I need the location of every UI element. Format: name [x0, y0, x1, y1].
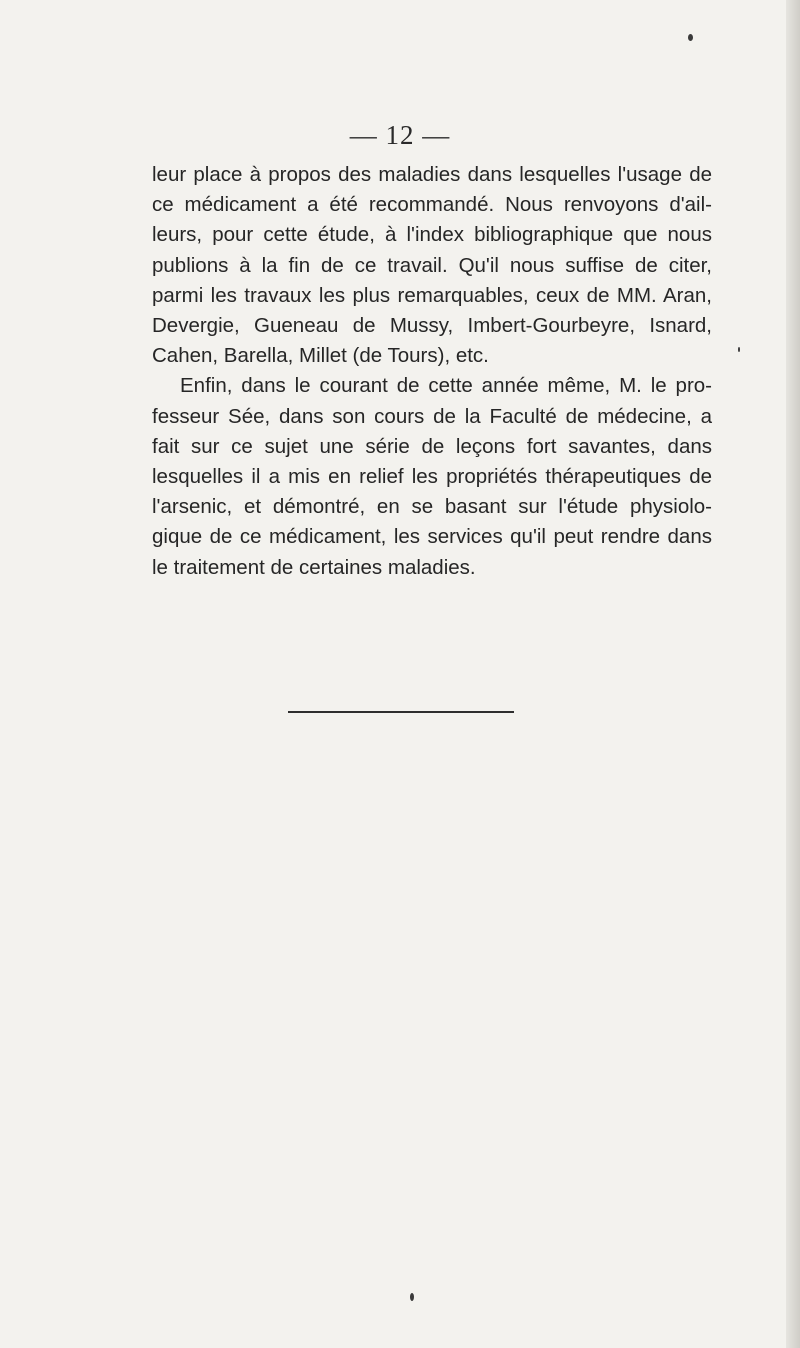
ink-speck [738, 347, 740, 352]
page-number: — 12 — [349, 120, 451, 150]
text-line: Cahen, Barella, Millet (de Tours), etc. [152, 344, 489, 368]
text-line: fait sur ce sujet une série de leçons fort savantes, dans [152, 434, 712, 458]
text-line: fesseur Sée, dans son cours de la Faculté de médecine, a [152, 404, 712, 428]
text-line: le traitement de certaines maladies. [152, 555, 476, 579]
text-line: parmi les travaux les plus remarquables, ceux de MM. Aran, [152, 283, 712, 307]
text-line: Devergie, Gueneau de Mussy, Imbert-Gourbeyre, Isnard, [152, 314, 712, 338]
ink-speck [688, 34, 693, 41]
ink-speck [410, 1293, 414, 1301]
text-line: leur place à propos des maladies dans lesquelles l'usage de [152, 163, 712, 186]
body-text [152, 160, 712, 583]
text-line: leurs, pour cette étude, à l'index bibliographique que nous [152, 223, 712, 247]
text-line: publions à la fin de ce travail. Qu'il nous suffise de citer, [152, 253, 712, 277]
text-line: ce médicament a été recommandé. Nous renvoyons d'ail- [152, 193, 712, 217]
text-line: lesquelles il a mis en relief les propriétés thérapeutiques de [152, 465, 712, 489]
section-divider [288, 711, 514, 713]
page-edge-shadow [786, 0, 800, 1348]
text-line: l'arsenic, et démontré, en se basant sur l'étude physiolo- [152, 495, 712, 519]
text-line: Enfin, dans le courant de cette année même, M. le pro- [180, 374, 712, 398]
text-line: gique de ce médicament, les services qu'il peut rendre dans [152, 525, 712, 549]
